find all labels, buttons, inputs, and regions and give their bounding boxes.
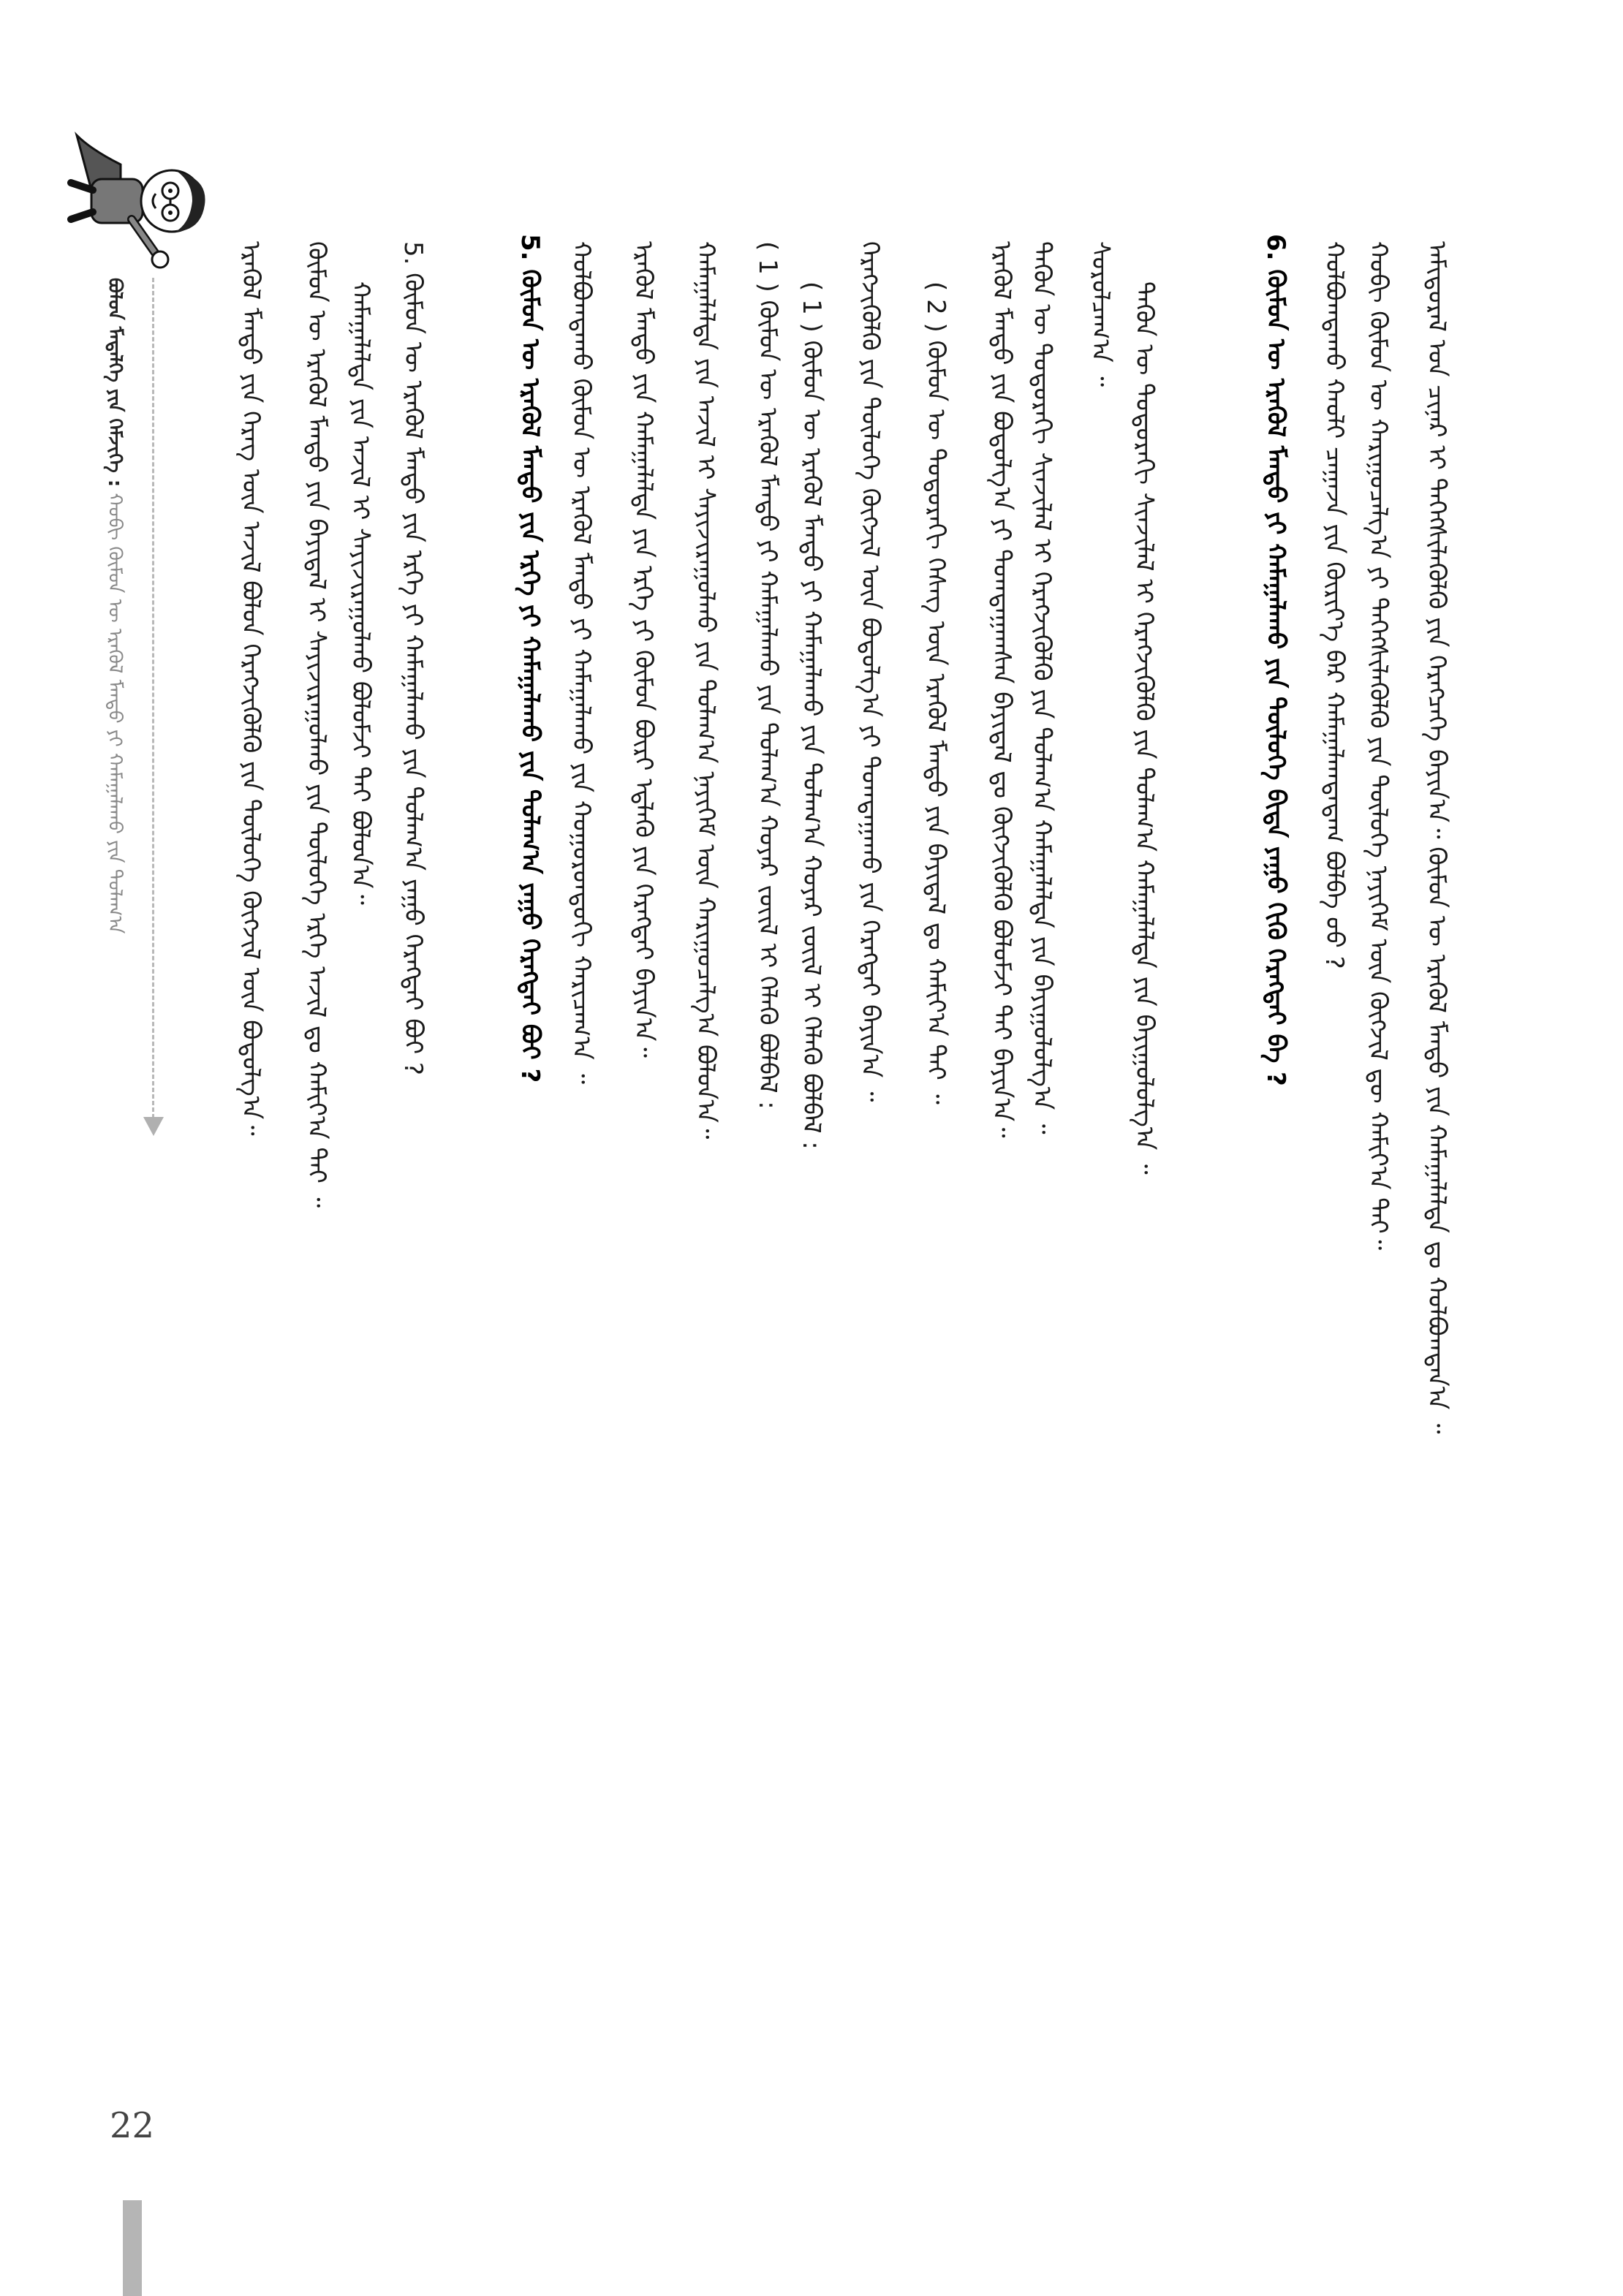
divider-arrow-icon: [143, 1117, 164, 1136]
page-edge-tab: [123, 2200, 142, 2296]
text-column-11: ( 2 ) ᠬᠦᠮᠦᠨ ᠦ ᠳᠣᠲᠣᠷᠠᠬᠢ ᠬᠡᠰᠡᠭ ᠦᠨ ᠡᠷᠡᠭᠦᠯ ᠮᠡᠨᠳᠦ ᠶᠢᠨ ᠪᠠᠶᠢᠳᠠᠯ ᠳᠤ ᠬᠠᠮᠢᠶ᠎ᠠ ᠲᠠᠢ ᠃: [921, 281, 950, 1105]
header-dashed-divider: [152, 278, 154, 1118]
question-5: 5. ᠬᠦᠮᠦᠨ ᠦ ᠡᠷᠡᠭᠦᠯ ᠮᠡᠨᠳᠦ ᠶᠢᠨ ᠡᠷᠬᠡ ᠶᠢ ᠬᠠᠮᠠᠭᠠᠯᠠᠬᠤ ᠶᠢᠨ ᠲᠤᠯᠠᠭ᠎ᠠ ᠶᠠᠭᠤ ᠬᠡᠷᠡᠭᠲᠡᠢ ᠪᠤᠢ ?: [515, 234, 545, 1083]
text-column-15: ᠲᠡᠭᠦᠨ ᠦ ᠳᠣᠲᠣᠷᠠᠬᠢ ᠰᠢᠨᠵᠢᠯᠡᠯ ᠢ ᠬᠡᠷᠡᠭᠵᠢᠭᠦᠯᠬᠦ ᠶᠢᠨ ᠲᠤᠯᠠᠭ᠎ᠠ ᠬᠠᠮᠠᠭᠠᠯᠠᠯᠲᠠ ᠶᠢᠨ ᠪᠠᠶᠢᠭᠤᠯᠤᠯᠭ᠎ᠠ ᠃: [1130, 281, 1159, 1175]
text-column-1: ᠡᠷᠡᠭᠦᠯ ᠮᠡᠨᠳᠦ ᠶᠢᠨ ᠬᠡᠷᠡᠭ ᠦᠨ ᠠᠵᠢᠯ ᠪᠣᠯᠤᠨ ᠬᠡᠷᠡᠭᠵᠢᠭᠦᠯᠬᠦ ᠶᠢᠨ ᠲᠥᠯᠥᠭᠡ ᠬᠥᠭᠵᠢᠯ ᠦᠨ ᠪᠣᠳᠣᠯᠭ᠎ᠠ᠃: [236, 241, 265, 1136]
text-column-5: ᠬᠣᠯᠪᠣᠭᠳᠠᠬᠤ ᠬᠦᠮᠦᠨ ᠦ ᠡᠷᠡᠭᠦᠯ ᠮᠡᠨᠳᠦ ᠶᠢ ᠬᠠᠮᠠᠭᠠᠯᠠᠬᠤ ᠶᠢᠨ ᠬᠣᠭᠣᠷᠤᠨᠳᠤᠬᠢ ᠬᠠᠷᠢᠴᠠᠭ᠎ᠠ ᠃: [567, 241, 596, 1084]
text-column-14: ᠰᠤᠷᠤᠯᠴᠠᠭ᠎ᠠ ᠃: [1086, 241, 1115, 387]
text-column-9: ( 1 ) ᠬᠦᠮᠦᠨ ᠦ ᠡᠷᠡᠭᠦᠯ ᠮᠡᠨᠳᠦ ᠶᠢ ᠬᠠᠮᠠᠭᠠᠯᠠᠬᠤ ᠶᠢᠨ ᠲᠤᠯᠠᠭ᠎ᠠ ᠬᠣᠶᠠᠷ ᠵᠦᠢᠯ ᠢ ᠬᠡᠯᠡᠬᠦ ᠪᠣᠯᠪᠠᠯ :: [797, 281, 826, 1150]
question-6: 6. ᠬᠦᠮᠦᠨ ᠦ ᠡᠷᠡᠭᠦᠯ ᠮᠡᠨᠳᠦ ᠶᠢ ᠬᠠᠮᠠᠭᠠᠯᠠᠬᠤ ᠶᠢᠨ ᠲᠥᠯᠥᠭᠡ ᠪᠢᠳᠡ ᠶᠠᠭᠤ ᠬᠢᠬᠦ ᠬᠡᠷᠡᠭᠲᠡᠢ ᠪᠡ ?: [1261, 234, 1290, 1086]
text-column-12: ᠡᠷᠡᠭᠦᠯ ᠮᠡᠨᠳᠦ ᠶᠢᠨ ᠪᠣᠳᠣᠯᠭ᠎ᠠ ᠶᠢ ᠲᠣᠭᠲᠠᠭᠠᠭᠰᠠᠨ ᠪᠠᠶᠢᠳᠠᠯ ᠳᠤ ᠬᠥᠭᠵᠢᠭᠦᠯᠬᠦ ᠪᠣᠯᠣᠮᠵᠢ ᠲᠠᠢ ᠪᠠᠶᠢᠨ᠎ᠠ᠃: [987, 241, 1016, 1138]
page-number: 22: [110, 2105, 155, 2146]
mascot-boy-illustration: [58, 132, 227, 278]
text-column-6: ᠡᠷᠡᠭᠦᠯ ᠮᠡᠨᠳᠦ ᠶᠢᠨ ᠬᠠᠮᠠᠭᠠᠯᠠᠯᠲᠠ ᠶᠢᠨ ᠡᠷᠬᠡ ᠶᠢ ᠬᠦᠮᠦᠨ ᠪᠦᠷᠢ ᠡᠳ᠋ᠯᠡᠬᠦ ᠶᠢᠨ ᠬᠡᠷᠡᠭᠲᠡᠢ ᠪᠠᠶᠢᠨ᠎ᠠ᠃: [629, 241, 658, 1058]
text-column-2: ᠬᠦᠮᠦᠨ ᠦ ᠡᠷᠡᠭᠦᠯ ᠮᠡᠨᠳᠦ ᠶᠢᠨ ᠪᠠᠶᠢᠳᠠᠯ ᠢ ᠰᠠᠶᠢᠵᠢᠷᠠᠭᠤᠯᠬᠤ ᠶᠢᠨ ᠲᠥᠯᠥᠭᠡ ᠡᠷᠬᠡ ᠠᠵᠢᠯ ᠳᠤ ᠬᠠᠮᠢᠶ᠎ᠠ ᠲᠠᠢ ᠃: [302, 241, 331, 1208]
text-column-4: 5. ᠬᠦᠮᠦᠨ ᠦ ᠡᠷᠡᠭᠦᠯ ᠮᠡᠨᠳᠦ ᠶᠢᠨ ᠡᠷᠬᠡ ᠶᠢ ᠬᠠᠮᠠᠭᠠᠯᠠᠬᠤ ᠶᠢᠨ ᠲᠤᠯᠠᠭ᠎ᠠ ᠶᠠᠭᠤ ᠬᠡᠷᠡᠭᠲᠡᠢ ᠪᠤᠢ ?: [398, 241, 428, 1075]
running-header-subtitle: ᠬᠤᠪᠢ ᠬᠦᠮᠦᠨ ᠦ ᠡᠷᠡᠭᠦᠯ ᠮᠡᠨᠳᠦ ᠶᠢ ᠬᠠᠮᠠᠭᠠᠯᠠᠬᠤ ᠶᠢᠨ ᠲᠤᠯᠠᠭ᠎ᠠ: [104, 493, 126, 934]
text-column-10: ᠬᠡᠷᠡᠭᠵᠢᠭᠦᠯᠬᠦ ᠶᠢᠨ ᠲᠥᠯᠥᠭᠡ ᠬᠥᠭᠵᠢᠯ ᠦᠨ ᠪᠣᠳᠣᠯᠭ᠎ᠠ ᠶᠢ ᠲᠣᠭᠲᠠᠭᠠᠬᠤ ᠶᠢᠨ ᠬᠡᠷᠡᠭᠲᠡᠢ ᠪᠠᠶᠢᠨ᠎ᠠ ᠃: [855, 241, 885, 1102]
text-column-13: ᠲᠡᠭᠦᠨ ᠦ ᠳᠣᠲᠣᠷᠠᠬᠢ ᠰᠢᠨᠵᠢᠯᠡᠯ ᠢ ᠬᠡᠷᠡᠭᠵᠢᠭᠦᠯᠬᠦ ᠶᠢᠨ ᠲᠤᠯᠠᠭ᠎ᠠ ᠬᠠᠮᠠᠭᠠᠯᠠᠯᠲᠠ ᠶᠢᠨ ᠪᠠᠶᠢᠭᠤᠯᠤᠯᠭ᠎ᠠ ᠃: [1027, 241, 1056, 1134]
text-column-8: ( 1 ) ᠬᠦᠮᠦᠨ ᠦ ᠡᠷᠡᠭᠦᠯ ᠮᠡᠨᠳᠦ ᠶᠢ ᠬᠠᠮᠠᠭᠠᠯᠠᠬᠤ ᠶᠢᠨ ᠲᠤᠯᠠᠭ᠎ᠠ ᠬᠣᠶᠠᠷ ᠵᠦᠢᠯ ᠢ ᠬᠡᠯᠡᠬᠦ ᠪᠣᠯᠪᠠᠯ :: [753, 241, 782, 1110]
text-column-16: ᠬᠣᠯᠪᠣᠭᠳᠠᠬᠤ ᠬᠠᠤᠯᠢ ᠴᠠᠭᠠᠵᠠ ᠶᠢᠨ ᠬᠦᠷᠢᠶ᠎ᠡ ᠪᠡᠷ ᠬᠠᠮᠠᠭᠠᠯᠠᠭᠳᠠᠳᠠᠭ ᠪᠣᠯᠪᠠ ᠤᠤ ?: [1320, 241, 1349, 969]
text-column-7: ᠬᠠᠮᠠᠭᠠᠯᠠᠯᠲᠠ ᠶᠢᠨ ᠠᠵᠢᠯ ᠢ ᠰᠠᠶᠢᠵᠢᠷᠠᠭᠤᠯᠬᠤ ᠶᠢᠨ ᠲᠤᠯᠠᠭ᠎ᠠ ᠨᠡᠶᠢᠭᠡᠮ ᠦᠨ ᠬᠠᠷᠢᠭᠤᠴᠠᠯᠭ᠎ᠠ ᠪᠣᠯᠤᠨ᠎ᠠ᠃: [691, 241, 720, 1140]
text-column-3: ᠬᠠᠮᠠᠭᠠᠯᠠᠯᠲᠠ ᠶᠢᠨ ᠠᠵᠢᠯ ᠢ ᠰᠠᠶᠢᠵᠢᠷᠠᠭᠤᠯᠬᠤ ᠪᠣᠯᠣᠮᠵᠢ ᠲᠠᠢ ᠪᠣᠯᠤᠨ᠎ᠠ᠃: [346, 281, 375, 905]
text-column-17: ᠬᠣᠪᠢ ᠬᠦᠮᠦᠨ ᠦ ᠬᠠᠷᠢᠭᠤᠴᠠᠯᠭ᠎ᠠ ᠶᠢ ᠳᠡᠭᠡᠭᠰᠢᠯᠡᠭᠦᠯᠬᠦ ᠶᠢᠨ ᠲᠥᠯᠥᠭᠡ ᠨᠡᠶᠢᠭᠡᠮ ᠦᠨ ᠬᠥᠭᠵᠢᠯ ᠳᠦ ᠬᠠᠮᠢᠶ᠎ᠠ ᠲᠠᠢ᠃: [1363, 241, 1393, 1251]
running-header: [104, 278, 132, 1082]
running-header-title: ᠪᠣᠯᠣᠨ ᠮᠡᠳᠡᠯᠭᠡ ᠶᠢᠨ ᠬᠡᠮᠵᠢᠭᠡ :: [104, 278, 126, 488]
text-column-18: ᠠᠮᠢᠳᠤᠷᠠᠯ ᠤᠨ ᠴᠢᠨᠠᠷ ᠢ ᠳᠡᠭᠡᠭᠰᠢᠯᠡᠭᠦᠯᠬᠦ ᠶᠢᠨ ᠬᠡᠷᠡᠭᠴᠡᠭᠡ ᠪᠠᠶᠢᠨ᠎ᠠ᠃ ᠬᠦᠮᠦᠨ ᠦ ᠡᠷᠡᠭᠦᠯ ᠮᠡᠨᠳᠦ ᠶᠢᠨ ᠬᠠᠮᠠᠭᠠᠯᠠᠯᠲᠠ ᠳᠤ ᠬᠣᠯᠪᠣᠭᠳᠠᠨ᠎ᠠ ᠃: [1422, 241, 1451, 1434]
